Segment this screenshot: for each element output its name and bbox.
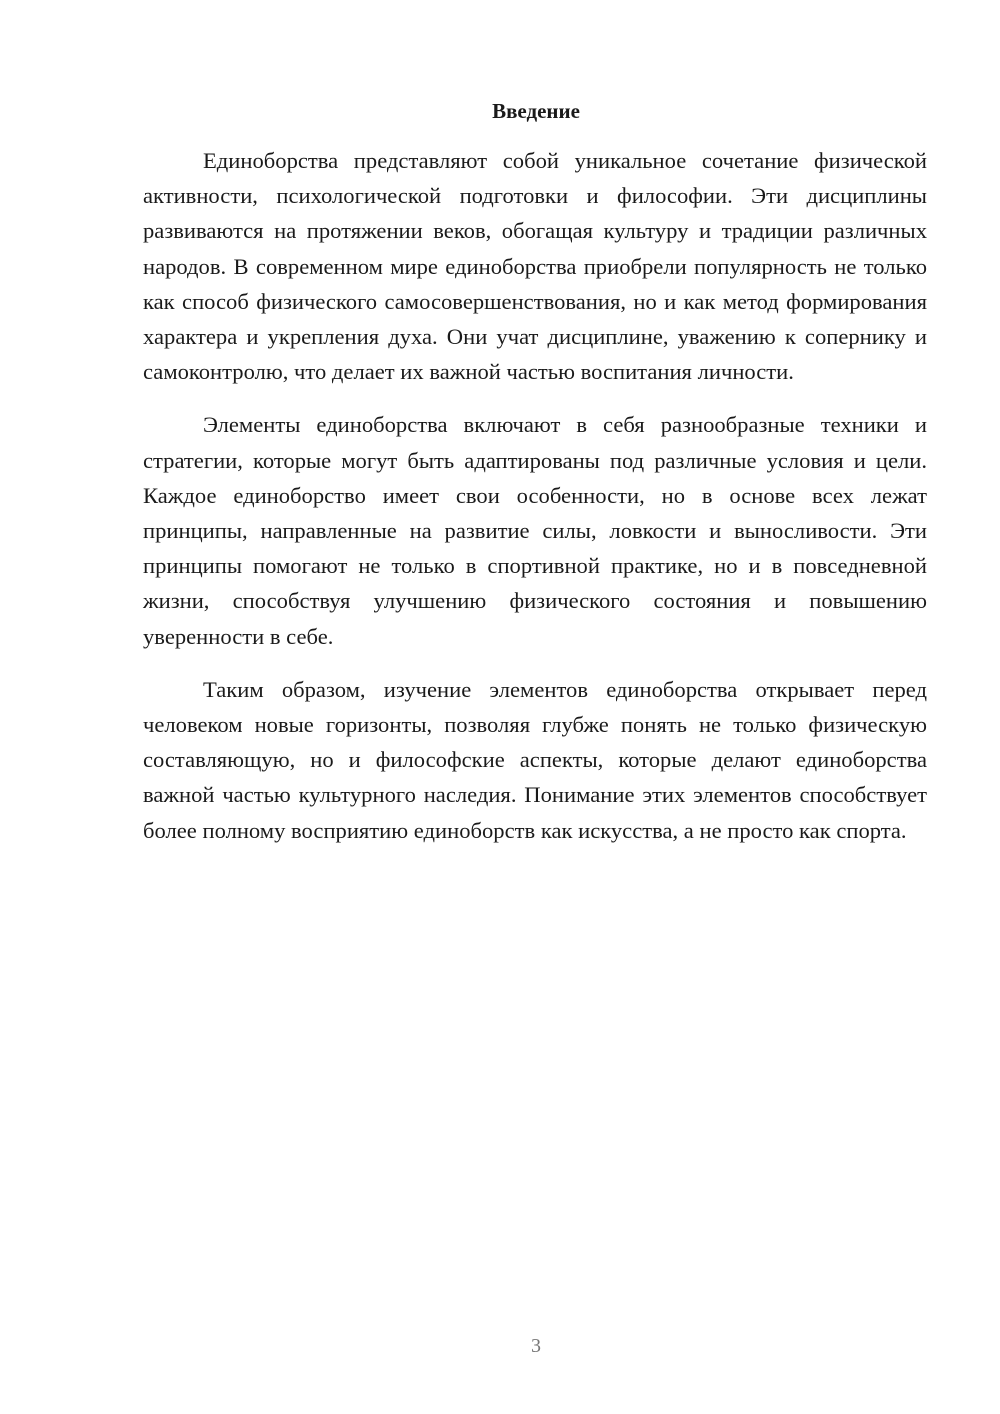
page-number: 3 <box>531 1335 541 1357</box>
paragraph-3: Таким образом, изучение элементов единоборства открывает перед человеком новые горизонты, позволяя глубже понять не только физическую составляющую, но и философские аспекты, которые делают единоборства важной частью культурного наследия. Понимание этих элементов способствует более полному восприятию единоборств как искусства, а не просто как спорта. <box>143 676 927 843</box>
body-text <box>143 143 927 848</box>
section-heading: Введение <box>492 99 580 123</box>
paragraph-2: Элементы единоборства включают в себя разнообразные техники и стратегии, которые могут быть адаптированы под различные условия и цели. Каждое единоборство имеет свои особенности, но в основе всех лежат принципы, направленные на развитие силы, ловкости и выносливости. Эти принципы помогают не только в спортивной практике, но и в повседневной жизни, способствуя улучшению физического состояния и повышению уверенности в себе. <box>143 412 927 649</box>
paragraph-1: Единоборства представляют собой уникальное сочетание физической активности, психологической подготовки и философии. Эти дисциплины развиваются на протяжении веков, обогащая культуру и традиции различных народов. В современном мире единоборства приобрели популярность не только как способ физического самосовершенствования, но и как метод формирования характера и укрепления духа. Они учат дисциплине, уважению к сопернику и самоконтролю, что делает их важной частью воспитания личности. <box>143 148 927 385</box>
